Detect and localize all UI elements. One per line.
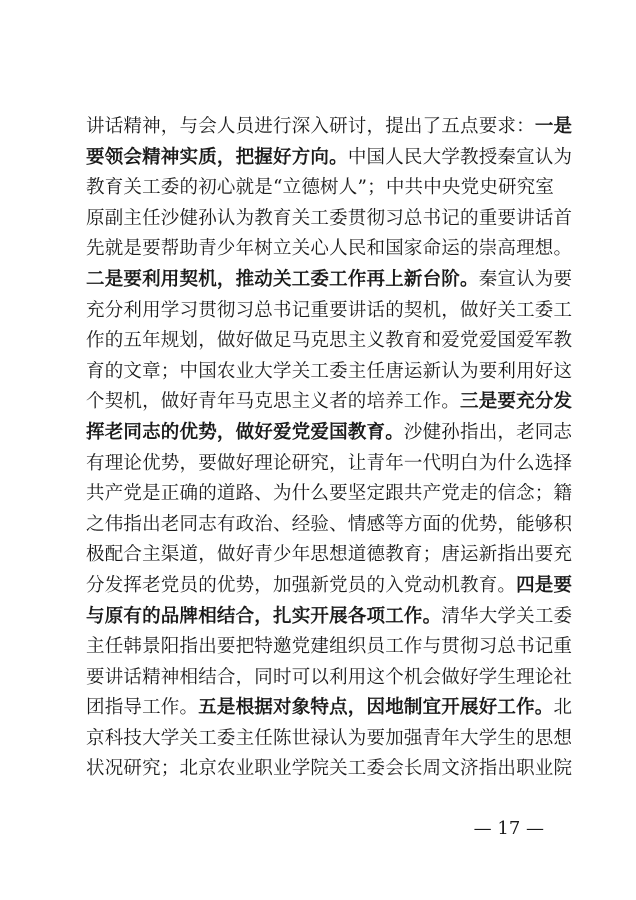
text-segment: 主任韩景阳指出要把特邀党建组织员工作与贯彻习总书记重 <box>86 636 573 658</box>
text-line <box>86 265 573 296</box>
text-segment: 先就是要帮助青少年树立关心人民和国家命运的崇高理想。 <box>86 238 573 260</box>
text-segment: 清华大学关工委 <box>441 605 573 627</box>
text-segment: 分发挥老党员的优势，加强新党员的入党动机教育。 <box>86 574 517 596</box>
text-segment: 极配合主渠道，做好青少年思想道德教育；唐运新指出要充 <box>86 544 573 566</box>
text-line <box>86 296 573 327</box>
text-segment: 充分利用学习贯彻习总书记重要讲话的契机，做好关工委工 <box>86 299 573 321</box>
text-line <box>86 540 573 571</box>
text-segment: 作的五年规划，做好做足马克思主义教育和爱党爱国爱军教 <box>86 330 573 352</box>
text-segment: 团指导工作。 <box>86 697 199 719</box>
text-segment: 中国人民大学教授秦宣认为 <box>347 146 573 168</box>
text-line <box>86 602 573 633</box>
text-line <box>86 326 573 357</box>
text-segment: 有理论优势，要做好理论研究，让青年一代明白为什么选择 <box>86 452 573 474</box>
bold-text-segment: 五是根据对象特点，因地制宜开展好工作。 <box>198 697 554 719</box>
text-line <box>86 173 555 204</box>
bold-text-segment: 四是要 <box>516 574 573 596</box>
text-segment: 秦宣认为要 <box>478 268 573 290</box>
text-segment: 教育关工委的初心就是“立德树人”；中共中央党史研究室 <box>86 177 555 199</box>
bold-text-segment: 二是要利用契机，推动关工委工作再上新台阶。 <box>86 268 479 290</box>
bold-text-segment: 与原有的品牌相结合，扎实开展各项工作。 <box>86 605 442 627</box>
bold-text-segment: 挥老同志的优势，做好爱党爱国教育。 <box>86 421 404 443</box>
text-line <box>86 632 573 663</box>
text-line <box>86 204 573 235</box>
text-segment: 个契机，做好青年马克思主义者的培养工作。 <box>86 391 461 413</box>
text-segment: 共产党是正确的道路、为什么要坚定跟共产党走的信念；籍 <box>86 483 573 505</box>
text-segment: 要讲话精神相结合，同时可以利用这个机会做好学生理论社 <box>86 666 573 688</box>
text-segment: 之伟指出老同志有政治、经验、情感等方面的优势，能够积 <box>86 513 573 535</box>
text-segment: 京科技大学关工委主任陈世禄认为要加强青年大学生的思想 <box>86 727 573 749</box>
text-line <box>86 143 573 174</box>
body-paragraph <box>86 112 573 785</box>
text-line <box>86 693 573 724</box>
text-line <box>86 387 573 418</box>
page-number: — 17 — <box>473 818 544 839</box>
text-segment: 育的文章；中国农业大学关工委主任唐运新认为要利用好这 <box>86 360 573 382</box>
bold-text-segment: 要领会精神实质，把握好方向。 <box>86 146 348 168</box>
text-line <box>86 357 573 388</box>
bold-text-segment: 一是 <box>534 116 573 137</box>
bold-text-segment: 三是要充分发 <box>460 391 573 413</box>
text-segment: 讲话精神，与会人员进行深入研讨，提出了五点要求： <box>86 116 535 137</box>
text-line <box>86 571 573 602</box>
text-line <box>86 724 573 755</box>
text-line <box>86 112 573 143</box>
text-segment: 原副主任沙健孙认为教育关工委贯彻习总书记的重要讲话首 <box>86 207 573 229</box>
text-line <box>86 479 573 510</box>
text-line <box>86 510 573 541</box>
text-segment: 状况研究；北京农业职业学院关工委会长周文济指出职业院 <box>86 758 573 780</box>
text-line <box>86 754 573 785</box>
text-line <box>86 663 573 694</box>
text-line <box>86 449 573 480</box>
text-line <box>86 418 573 449</box>
text-segment: 沙健孙指出，老同志 <box>403 421 573 443</box>
text-line <box>86 234 573 265</box>
text-segment: 北 <box>553 697 573 719</box>
